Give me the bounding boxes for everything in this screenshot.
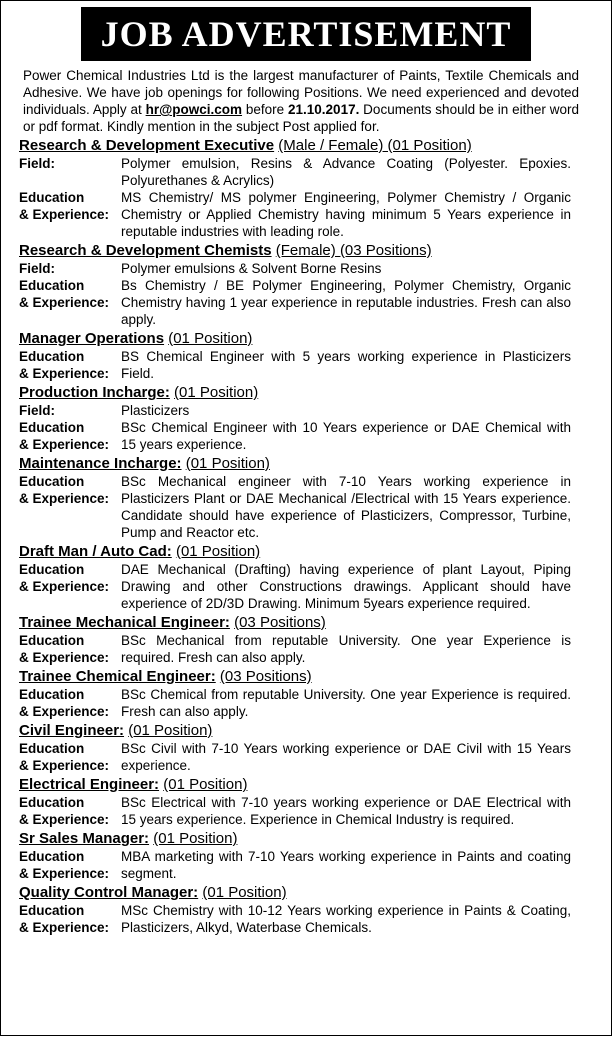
education-row — [19, 561, 611, 612]
experience-label: & Experience: — [19, 812, 110, 827]
education-value: BSc Mechanical from reputable University. One year Experience is required. Fresh can also apply. — [121, 633, 571, 665]
job-listing — [19, 454, 611, 541]
deadline-date: 21.10.2017. — [288, 102, 360, 117]
field-row — [19, 402, 611, 419]
education-label: Education — [19, 278, 85, 293]
field-label: Field: — [19, 261, 55, 276]
education-value: MS Chemistry/ MS polymer Engineering, Polymer Chemistry / Organic Chemistry or Applied Chemistry having minimum 5 Years experience in reputable industries with leading role. — [121, 190, 571, 239]
intro-text-1: Power Chemical Industries Ltd is the largest manufacturer of Paints, Textile Chemicals and Adhesive. We have job openings for following Positions. We need experienced and devoted individuals. Apply at — [23, 68, 579, 117]
experience-label: & Experience: — [19, 920, 110, 935]
field-value: Polymer emulsions & Solvent Borne Resins — [121, 261, 382, 276]
education-row — [19, 277, 611, 328]
experience-label: & Experience: — [19, 491, 110, 506]
education-row — [19, 632, 611, 666]
job-positions: (01 Position) — [128, 722, 213, 739]
job-positions: (01 Position) — [202, 884, 287, 901]
education-label: Education — [19, 687, 85, 702]
education-row — [19, 902, 611, 936]
education-row — [19, 189, 611, 240]
job-listing — [19, 136, 611, 240]
job-title: Production Incharge: — [19, 384, 170, 401]
job-listing — [19, 883, 611, 936]
education-label: Education — [19, 741, 85, 756]
education-label: Education — [19, 633, 85, 648]
experience-label: & Experience: — [19, 650, 110, 665]
job-title: Quality Control Manager: — [19, 884, 199, 901]
education-value: BSc Chemical Engineer with 10 Years experience or DAE Chemical with 15 years experience. — [121, 420, 571, 452]
job-title-line — [19, 329, 611, 348]
job-title-line — [19, 721, 611, 740]
experience-label: & Experience: — [19, 579, 110, 594]
education-row — [19, 848, 611, 882]
education-row — [19, 794, 611, 828]
field-label: Field: — [19, 156, 55, 171]
job-title: Trainee Chemical Engineer: — [19, 668, 216, 685]
education-value: MBA marketing with 7-10 Years working experience in Paints and coating segment. — [121, 849, 571, 881]
education-label: Education — [19, 474, 85, 489]
job-title-line — [19, 383, 611, 402]
job-title: Trainee Mechanical Engineer: — [19, 614, 230, 631]
education-row — [19, 686, 611, 720]
education-value: BS Chemical Engineer with 5 years working experience in Plasticizers Field. — [121, 349, 571, 381]
job-positions: (01 Position) — [153, 830, 238, 847]
education-value: BSc Mechanical engineer with 7-10 Years working experience in Plasticizers Plant or DAE Mechanical /Electrical with 15 Years experience. Candidate should have experience of Plasticizers, Compressor, Turbine, Pump and Reactor etc. — [121, 474, 571, 540]
job-positions: (Female) (03 Positions) — [275, 242, 432, 259]
job-title-line — [19, 775, 611, 794]
page-title: JOB ADVERTISEMENT — [81, 7, 532, 61]
education-row — [19, 740, 611, 774]
education-row — [19, 419, 611, 453]
job-title: Maintenance Incharge: — [19, 455, 182, 472]
job-listing — [19, 775, 611, 828]
job-listing — [19, 829, 611, 882]
job-listing — [19, 329, 611, 382]
experience-label: & Experience: — [19, 758, 110, 773]
job-title-line — [19, 883, 611, 902]
job-positions: (Male / Female) (01 Position) — [278, 137, 472, 154]
education-row — [19, 348, 611, 382]
job-positions: (01 Position) — [174, 384, 259, 401]
job-listing — [19, 241, 611, 328]
education-value: DAE Mechanical (Drafting) having experience of plant Layout, Piping Drawing and other Constructions drawings. Applicant should have experience of 2D/3D Drawing. Minimum 5years experience required. — [121, 562, 571, 611]
job-positions: (01 Position) — [168, 330, 253, 347]
job-positions: (01 Position) — [175, 543, 261, 560]
field-row — [19, 260, 611, 277]
job-title: Civil Engineer: — [19, 722, 125, 739]
education-label: Education — [19, 795, 85, 810]
job-positions: (03 Positions) — [234, 614, 326, 631]
job-listing — [19, 667, 611, 720]
experience-label: & Experience: — [19, 866, 110, 881]
job-title: Sr Sales Manager: — [19, 830, 150, 847]
education-value: MSc Chemistry with 10-12 Years working experience in Paints & Coating, Plasticizers, Alkyd, Waterbase Chemicals. — [121, 903, 571, 935]
job-listing — [19, 721, 611, 774]
job-positions: (03 Positions) — [219, 668, 312, 685]
experience-label: & Experience: — [19, 295, 110, 310]
education-label: Education — [19, 190, 85, 205]
job-title-line — [19, 241, 611, 260]
job-title: Research & Development Chemists — [19, 242, 272, 259]
education-label: Education — [19, 349, 85, 364]
education-label: Education — [19, 420, 85, 435]
job-title-line — [19, 667, 611, 686]
job-title: Electrical Engineer: — [19, 776, 160, 793]
education-value: Bs Chemistry / BE Polymer Engineering, Polymer Chemistry, Organic Chemistry having 1 year experience in reputable industries. Fresh can also apply. — [121, 278, 571, 327]
intro-text-3: Documents should be in either word or pdf format. Kindly mention in the subject Post applied for. — [23, 102, 580, 134]
experience-label: & Experience: — [19, 366, 110, 381]
banner — [1, 7, 611, 61]
intro-text-2: before — [242, 102, 289, 117]
education-label: Education — [19, 849, 85, 864]
email-link[interactable]: hr@powci.com — [145, 102, 243, 117]
education-label: Education — [19, 562, 85, 577]
job-positions: (01 Position) — [185, 455, 270, 472]
job-list — [1, 136, 611, 936]
education-value: BSc Chemical from reputable University. One year Experience is required. Fresh can also apply. — [121, 687, 571, 719]
education-label: Education — [19, 903, 85, 918]
experience-label: & Experience: — [19, 207, 110, 222]
intro-paragraph — [23, 67, 579, 135]
job-title-line — [19, 136, 611, 155]
field-value: Plasticizers — [121, 403, 190, 418]
field-row — [19, 155, 611, 189]
job-listing — [19, 613, 611, 666]
job-listing — [19, 542, 611, 612]
education-value: BSc Electrical with 7-10 years working experience or DAE Electrical with 15 years experience. Experience in Chemical Industry is required. — [121, 795, 571, 827]
job-listing — [19, 383, 611, 453]
job-title-line — [19, 454, 611, 473]
field-value: Polymer emulsion, Resins & Advance Coating (Polyester. Epoxies. Polyurethanes & Acrylics) — [121, 156, 571, 188]
experience-label: & Experience: — [19, 437, 110, 452]
field-label: Field: — [19, 403, 55, 418]
job-title-line — [19, 613, 611, 632]
job-positions: (01 Position) — [163, 776, 248, 793]
experience-label: & Experience: — [19, 704, 110, 719]
job-title-line — [19, 829, 611, 848]
job-title: Draft Man / Auto Cad: — [19, 543, 172, 560]
job-title: Manager Operations — [19, 330, 165, 347]
job-title: Research & Development Executive — [19, 137, 275, 154]
education-row — [19, 473, 611, 541]
job-title-line — [19, 542, 611, 561]
education-value: BSc Civil with 7-10 Years working experience or DAE Civil with 15 Years experience. — [121, 741, 571, 773]
